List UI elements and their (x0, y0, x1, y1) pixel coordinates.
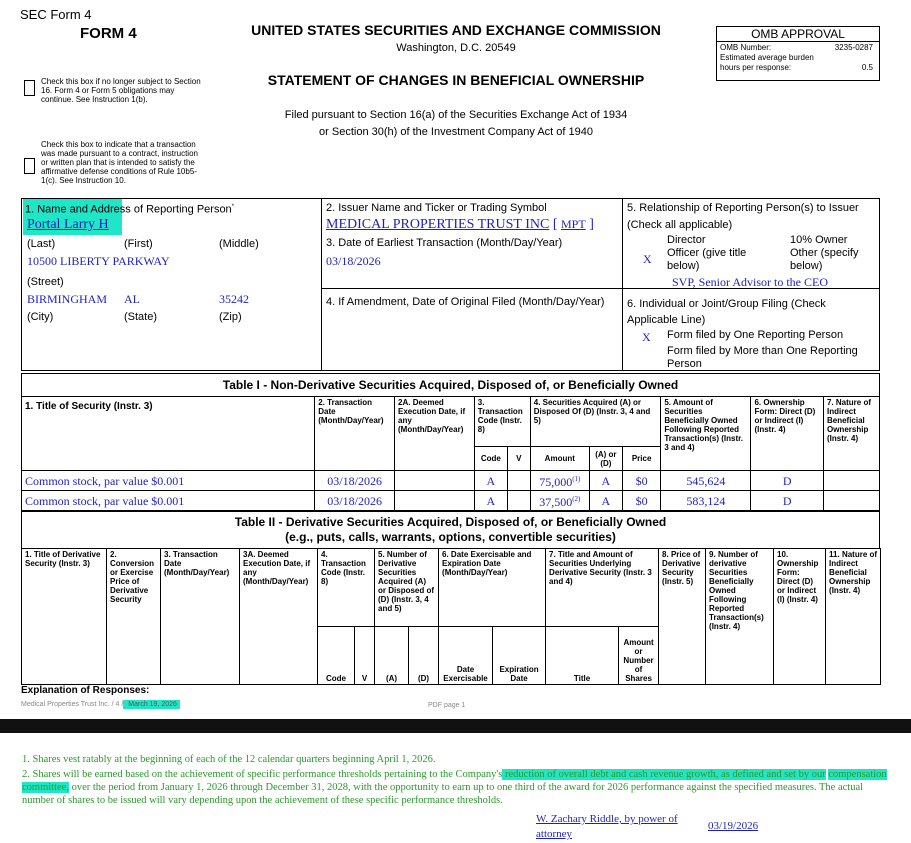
footnote-2: 2. Shares will be earned based on the achievement of specific performance thresholds pertaining to the Company's reduction of overall debt and cash revenue growth, as defined and set by our compensation committee, over the period from January 1, 2026 through December 31, 2028, with the opportunity to earn up to one third of the award for 2026 performance against the specified measures. The actual number of shares to be issued will vary depending upon the achievement of these specific performance thresholds. (22, 769, 887, 806)
signature-date: 03/19/2026 (708, 820, 759, 832)
t2-exp: Expiration Date (493, 627, 546, 685)
ten-percent-owner-label: 10% Owner (790, 234, 848, 246)
t2-h10: 10. Ownership Form: Direct (D) or Indirect (I) (Instr. 4) (774, 549, 826, 685)
t1-r2-title: Common stock, par value $0.001 (22, 491, 315, 511)
t2-h3: 3. Transaction Date (Month/Day/Year) (161, 549, 240, 685)
state-value: AL (124, 292, 140, 306)
table2-title: Table II - Derivative Securities Acquired, Disposed of, or Beneficially Owned (e.g., puts, calls, warrants, options, convertible securities) (234, 515, 667, 544)
t2-h4: 4. Transaction Code (Instr. 8) (318, 549, 375, 627)
omb-burden: 0.5 (861, 63, 873, 72)
form-4-title: FORM 4 (80, 25, 137, 42)
footnote-link-1[interactable]: (1) (572, 475, 581, 483)
section16-text: Check this box if no longer subject to Section 16. Form 4 or Form 5 obligations may continue. See Instruction 1(b). (41, 77, 201, 104)
highlight-footnote-2b: compensation committee, (22, 769, 887, 793)
statement-title: STATEMENT OF CHANGES IN BENEFICIAL OWNERSHIP (267, 72, 645, 88)
earliest-transaction-date: 03/18/2026 (326, 254, 381, 268)
box2-label: 2. Issuer Name and Ticker or Trading Symbol (326, 202, 547, 214)
officer-title: SVP, Senior Advisor to the CEO (672, 275, 829, 289)
officer-check-mark[interactable]: X (643, 252, 652, 266)
issuer-name-ticker: MEDICAL PROPERTIES TRUST INC [ MPT ] (326, 217, 594, 232)
t2-h1: 1. Title of Derivative Security (Instr. 3) (22, 549, 107, 685)
t1-aord: (A) or (D) (589, 447, 622, 471)
box4-label: 4. If Amendment, Date of Original Filed (Month/Day/Year) (326, 296, 605, 308)
label-middle: (Middle) (219, 238, 259, 250)
t2-date-ex: Date Exercisable (439, 627, 493, 685)
table-row (22, 471, 880, 491)
agency-title: UNITED STATES SECURITIES AND EXCHANGE COMMISSION (251, 22, 661, 38)
t1-h1: 1. Title of Security (Instr. 3) (22, 397, 315, 471)
agency-city: Washington, D.C. 20549 (396, 42, 516, 54)
omb-approval-box (716, 26, 880, 81)
t1-v: V (507, 447, 530, 471)
omb-number-label: OMB Number: (720, 43, 772, 52)
t1-r1-owned: 545,624 (661, 471, 751, 491)
rule10b5-text: Check this box to indicate that a transaction was made pursuant to a contract, instruction or written plan that is intended to satisfy the affirmative defense conditions of Rule 10b5-1(c). See Instruction 10. (41, 140, 198, 185)
t1-h4: 4. Securities Acquired (A) or Disposed Of (D) (Instr. 3, 4 and 5) (530, 397, 661, 447)
highlight-footnote-2a: reduction of overall debt and cash revenue growth, as defined and set by our (502, 769, 826, 780)
director-label: Director (667, 234, 706, 246)
rule10b5-checkbox[interactable] (24, 158, 35, 174)
reporting-person-name[interactable]: Portal Larry H (27, 217, 109, 232)
t2-h7: 7. Title and Amount of Securities Underlying Derivative Security (Instr. 3 and 4) (546, 549, 659, 627)
city-value: BIRMINGHAM (27, 292, 108, 306)
t1-r1-date: 03/18/2026 (315, 471, 395, 491)
t1-code: Code (474, 447, 507, 471)
t1-r2-form: D (751, 491, 824, 511)
label-city: (City) (27, 311, 54, 323)
t2-code: Code (318, 627, 355, 685)
box6-label: 6. Individual or Joint/Group Filing (Check Applicable Line) (627, 298, 826, 326)
section16-checkbox[interactable] (24, 80, 35, 96)
t1-r2-owned: 583,124 (661, 491, 751, 511)
t2-h8: 8. Price of Derivative Security (Instr. 5) (659, 549, 706, 685)
t2-amount-shares: Amount or Number of Shares (619, 627, 659, 685)
box5-label: 5. Relationship of Reporting Person(s) to Issuer (627, 202, 859, 214)
signature-link[interactable]: W. Zachary Riddle, by power of attorney (536, 813, 678, 840)
table2 (21, 548, 881, 685)
omb-number: 3235-0287 (834, 43, 873, 52)
footnote-1: 1. Shares vest ratably at the beginning of each of the 12 calendar quarters beginning April 1, 2026. (22, 754, 436, 765)
officer-label: Officer (give title below) (667, 247, 747, 272)
other-label: Other (specify below) (790, 247, 859, 272)
table1-title: Table I - Non-Derivative Securities Acquired, Disposed of, or Beneficially Owned (222, 378, 679, 392)
box3-label: 3. Date of Earliest Transaction (Month/Day/Year) (326, 237, 563, 249)
t2-h3a: 3A. Deemed Execution Date, if any (Month/Day/Year) (240, 549, 318, 685)
sec-form-label: SEC Form 4 (20, 7, 92, 22)
t2-a: (A) (375, 627, 409, 685)
t2-h11: 11. Nature of Indirect Beneficial Ownership (Instr. 4) (826, 549, 881, 685)
omb-title: OMB APPROVAL (717, 27, 879, 42)
t2-h9: 9. Number of derivative Securities Beneficially Owned Following Reported Transaction(s) (Instr. 4) (706, 549, 774, 685)
t1-h2: 2. Transaction Date (Month/Day/Year) (315, 397, 395, 471)
t1-r2-amount: 37,500$^{(2)}$ (530, 491, 589, 511)
t2-h5: 5. Number of Derivative Securities Acquired (A) or Disposed of (D) (Instr. 3, 4 and 5) (375, 549, 439, 627)
footer-page: PDF page 1 (428, 702, 466, 709)
label-state: (State) (124, 311, 158, 323)
t1-h7: 7. Nature of Indirect Beneficial Ownership (Instr. 4) (823, 397, 879, 471)
footer-left: Medical Properties Trust Inc. / 4 / March 19, 2026 (21, 701, 180, 708)
issuer-name-link[interactable]: MEDICAL PROPERTIES TRUST INC (326, 217, 550, 232)
t2-v: V (355, 627, 375, 685)
highlight-footer-date: March 19, 2026 (123, 700, 180, 709)
t1-r1-ad: A (589, 471, 622, 491)
t1-amount: Amount (530, 447, 589, 471)
t1-r2-price: $0 (622, 491, 660, 511)
zip-value: 35242 (219, 292, 249, 306)
footnote-link-2[interactable]: (2) (572, 495, 581, 503)
t1-r2-code: A (474, 491, 507, 511)
t1-r2-date: 03/18/2026 (315, 491, 395, 511)
t1-r1-price: $0 (622, 471, 660, 491)
t1-h5: 5. Amount of Securities Beneficially Owned Following Reported Transaction(s) (Instr. 3 and 4) (661, 397, 751, 471)
one-person-label: Form filed by One Reporting Person (667, 329, 844, 341)
t2-h6: 6. Date Exercisable and Expiration Date (Month/Day/Year) (439, 549, 546, 627)
t2-h2: 2. Conversion or Exercise Price of Derivative Security (107, 549, 161, 685)
label-zip: (Zip) (219, 311, 242, 323)
t1-h2a: 2A. Deemed Execution Date, if any (Month/Day/Year) (395, 397, 475, 471)
one-person-check-mark[interactable]: X (642, 330, 651, 344)
table-row (22, 491, 880, 511)
omb-burden-label-2: hours per response: (720, 63, 792, 72)
t1-r1-code: A (474, 471, 507, 491)
t1-h6: 6. Ownership Form: Direct (D) or Indirect (I) (Instr. 4) (751, 397, 824, 471)
explanation-of-responses: Explanation of Responses: (21, 685, 150, 696)
box1-label: 1. Name and Address of Reporting Person* (25, 203, 235, 216)
t1-r1-amount: 75,000$^{(1)}$ (530, 471, 589, 491)
omb-burden-label-1: Estimated average burden (720, 53, 814, 62)
filed-pursuant-1: Filed pursuant to Section 16(a) of the Securities Exchange Act of 1934 (284, 109, 628, 121)
label-first: (First) (124, 238, 153, 250)
t1-r1-title: Common stock, par value $0.001 (22, 471, 315, 491)
page-divider (0, 719, 911, 733)
t1-h3: 3. Transaction Code (Instr. 8) (474, 397, 530, 447)
street-value: 10500 LIBERTY PARKWAY (27, 254, 170, 268)
label-street: (Street) (27, 276, 64, 288)
table1 (21, 396, 880, 511)
filed-pursuant-2: or Section 30(h) of the Investment Company Act of 1940 (319, 126, 593, 138)
more-persons-label: Form filed by More than One Reporting Person (667, 345, 858, 370)
label-last: (Last) (27, 238, 56, 250)
t2-d: (D) (409, 627, 439, 685)
t1-r2-ad: A (589, 491, 622, 511)
check-all-applicable: (Check all applicable) (627, 219, 733, 231)
t1-price: Price (622, 447, 660, 471)
t2-title: Title (546, 627, 619, 685)
t1-r1-form: D (751, 471, 824, 491)
ticker-link[interactable]: MPT (561, 217, 586, 231)
